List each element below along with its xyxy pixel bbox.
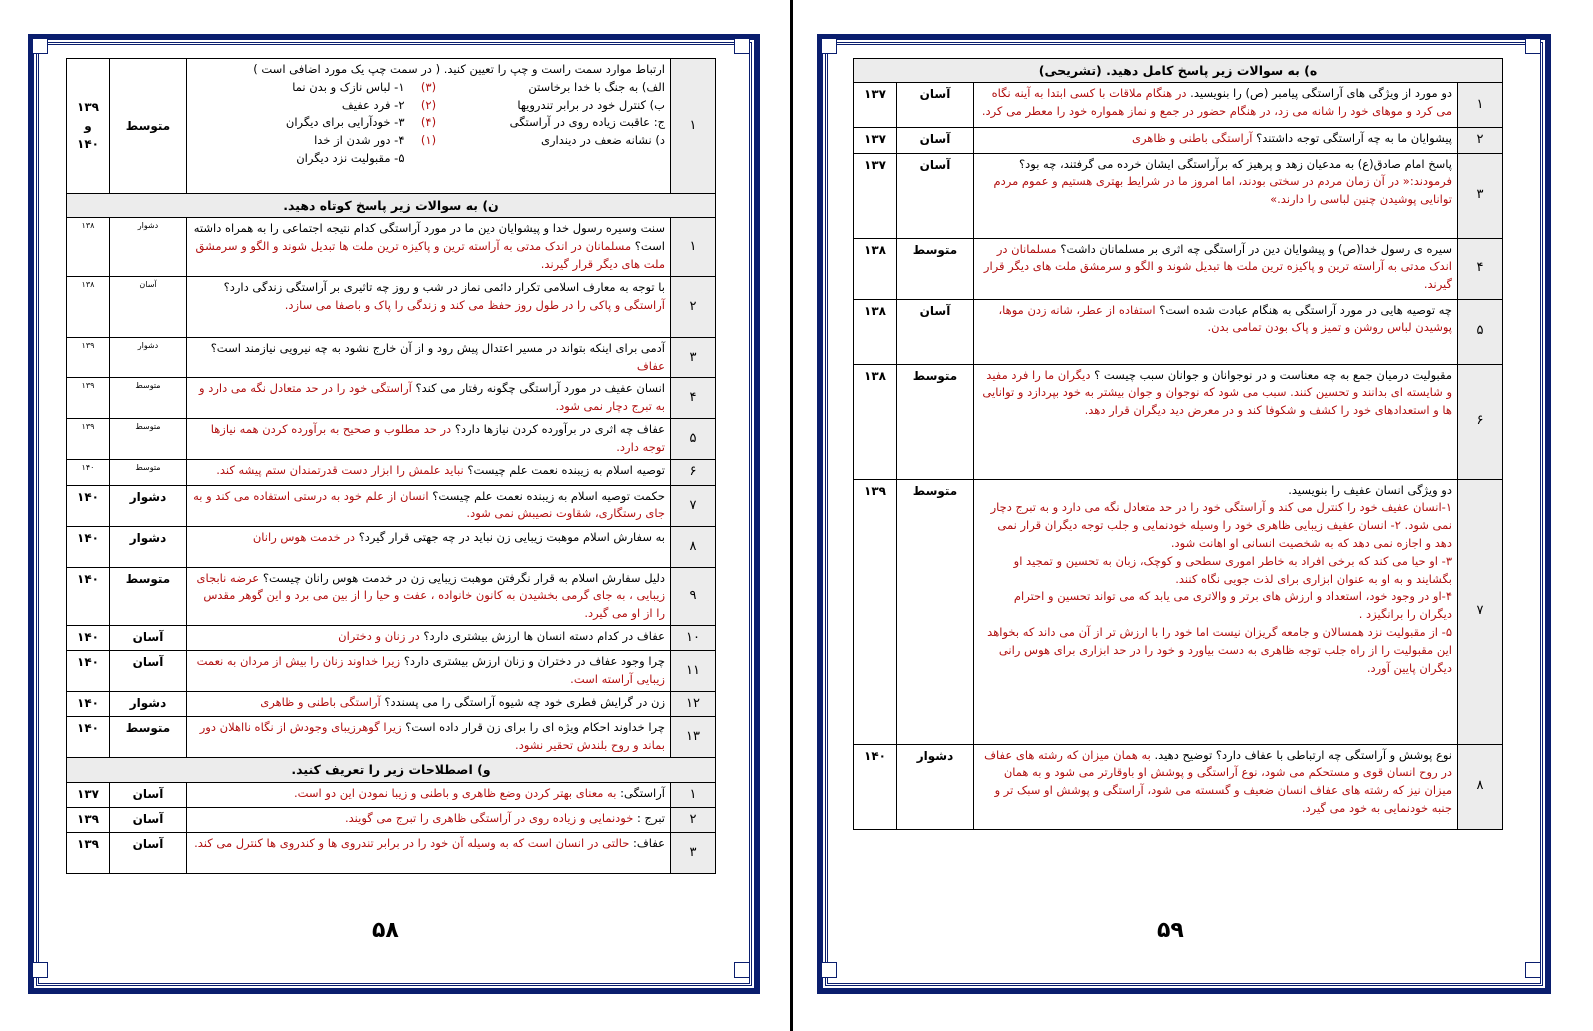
question-text: حکمت توصیه اسلام به زیبنده نعمت علم چیست؟ bbox=[432, 488, 665, 503]
question-cell bbox=[187, 337, 671, 378]
right-page bbox=[795, 0, 1593, 1031]
question-text: پیشوایان ما به چه آراستگی توجه داشتند؟ bbox=[1256, 131, 1452, 146]
difficulty-level: متوسط bbox=[897, 238, 974, 299]
answer-text: فرمودند:« در آن زمان مردم در سختی بودند، اما امروز ما در شرایط بهتری هستیم و عموم مردم توانایی پوشیدن چنین لباسی را دارند.» bbox=[993, 174, 1452, 207]
corner-ornament bbox=[32, 38, 48, 54]
exam-year: ۱۳۹ bbox=[67, 807, 110, 832]
question-row bbox=[67, 782, 716, 807]
question-number: ۱ bbox=[671, 218, 716, 276]
corner-ornament bbox=[734, 38, 750, 54]
question-text: به سفارش اسلام موهبت زیبایی زن نباید در چه جهتی قرار گیرد؟ bbox=[358, 529, 665, 544]
question-row bbox=[854, 364, 1503, 479]
exam-year: ۱۳۹ bbox=[67, 832, 110, 873]
answer-text: آراستگی باطنی و ظاهری bbox=[260, 695, 381, 710]
difficulty-level: متوسط bbox=[110, 460, 187, 485]
exam-year: ۱۴۰ bbox=[67, 485, 110, 526]
question-cell bbox=[974, 238, 1458, 299]
answer-text: در خدمت هوس رانان bbox=[252, 529, 356, 544]
difficulty-level: دشوار bbox=[897, 744, 974, 829]
question-number: ۲ bbox=[671, 807, 716, 832]
match-answer bbox=[409, 150, 449, 168]
question-text: مقبولیت درمیان جمع به چه معناست و در نوجوانان و جوانان سبب چیست ؟ bbox=[1094, 367, 1452, 382]
answer-text: در زنان و دختران bbox=[338, 629, 420, 644]
section-title: و) اصطلاحات زیر را تعریف کنید. bbox=[67, 758, 716, 782]
question-row bbox=[854, 153, 1503, 238]
question-number: ۸ bbox=[1458, 744, 1503, 829]
question-row bbox=[67, 567, 716, 625]
question-number: ۷ bbox=[671, 485, 716, 526]
answer-text: زیرا گوهرزیبای وجودش از نگاه نااهلان دور بماند و روح بلندش تحقیر نشود. bbox=[199, 720, 665, 753]
question-text: دو ویژگی انسان عفیف را بنویسید. bbox=[1288, 482, 1452, 497]
question-text: عفاف در کدام دسته انسان ها ارزش بیشتری دارد؟ bbox=[423, 629, 665, 644]
book-spine bbox=[790, 0, 793, 1031]
question-row bbox=[67, 378, 716, 419]
exam-year: ۱۳۷ bbox=[854, 128, 897, 153]
question-cell bbox=[974, 153, 1458, 238]
difficulty-level: آسان bbox=[897, 128, 974, 153]
question-text: آراستگی: bbox=[620, 785, 665, 800]
match-left-item: ۲- فرد عفیف bbox=[341, 97, 405, 112]
exam-year: ۱۳۸ bbox=[854, 238, 897, 299]
match-left-item: ۴- دور شدن از خدا bbox=[314, 133, 405, 148]
exam-year: ۱۴۰ bbox=[67, 626, 110, 651]
question-row bbox=[67, 419, 716, 460]
exam-year: ۱۳۸ bbox=[67, 276, 110, 337]
question-number: ۶ bbox=[671, 460, 716, 485]
left-page bbox=[0, 0, 790, 1031]
difficulty-level: متوسط bbox=[110, 378, 187, 419]
question-cell bbox=[974, 479, 1458, 744]
answer-text: آراستگی خود را در حد متعادل نگه می دارد و به تبرج دچار نمی شود. bbox=[199, 381, 665, 414]
question-text: چرا خداوند احکام ویژه ای را برای زن قرار داده است؟ bbox=[405, 720, 665, 735]
question-text: چه توصیه هایی در مورد آراستگی به هنگام عبادت شده است؟ bbox=[1159, 302, 1452, 317]
corner-ornament bbox=[1525, 962, 1541, 978]
question-cell bbox=[974, 299, 1458, 364]
answer-text: نباید علمش را ابزار دست قدرتمندان ستم پیشه کند. bbox=[216, 463, 464, 478]
question-row bbox=[67, 832, 716, 873]
left-question-table bbox=[66, 58, 716, 874]
question-cell bbox=[187, 717, 671, 758]
match-grid bbox=[192, 79, 665, 168]
exam-year: ۱۳۷ bbox=[67, 782, 110, 807]
exam-year bbox=[67, 59, 110, 194]
question-number: ۳ bbox=[1458, 153, 1503, 238]
question-row bbox=[67, 717, 716, 758]
exam-year-line: ۱۴۰ bbox=[77, 137, 99, 152]
corner-ornament bbox=[32, 962, 48, 978]
question-text: عفاف چه اثری در برآورده کردن نیازها دارد؟ bbox=[454, 422, 665, 437]
question-number: ۱۱ bbox=[671, 651, 716, 692]
question-cell bbox=[187, 378, 671, 419]
difficulty-level: آسان bbox=[110, 807, 187, 832]
difficulty-level: آسان bbox=[110, 832, 187, 873]
answer-text: دیگران ما را فرد مفید و شایسته ای بدانند و تحسین کنند. سبب می شود که نوجوان و جوان بیشتر به خود بپردازد و توانایی ها و استعدادهای خود را کشف و شکوفا کند و در معرض دید دیگران قرار دهد. bbox=[982, 367, 1452, 418]
exam-year: ۱۳۸ bbox=[854, 299, 897, 364]
exam-year: ۱۳۷ bbox=[854, 153, 897, 238]
answer-text: در هنگام ملاقات با کسی ابتدا به آینه نگاه می کرد و موهای خود را شانه می زد، در هنگام حضور در جمع و نماز همواره خود را معطر می کرد. bbox=[981, 86, 1452, 119]
match-instruction: ارتباط موارد سمت راست و چپ را تعیین کنید. ( در سمت چپ یک مورد اضافی است ) bbox=[253, 62, 665, 76]
answer-text: خودنمایی و زیاده روی در آراستگی ظاهری را تبرج می گویند. bbox=[344, 810, 634, 825]
question-cell bbox=[187, 485, 671, 526]
corner-ornament bbox=[1525, 38, 1541, 54]
question-number: ۱۰ bbox=[671, 626, 716, 651]
question-row bbox=[67, 485, 716, 526]
answer-text: در حد مطلوب و صحیح به برآورده کردن همه نیازها توجه دارد. bbox=[210, 422, 665, 455]
difficulty-level: آسان bbox=[897, 299, 974, 364]
page-number: ۵۹ bbox=[1157, 918, 1184, 943]
question-cell bbox=[187, 460, 671, 485]
question-cell bbox=[974, 364, 1458, 479]
difficulty-level: متوسط bbox=[110, 567, 187, 625]
corner-ornament bbox=[734, 962, 750, 978]
match-left-item: ۱- لباس نازک و بدن نما bbox=[292, 79, 405, 94]
exam-year: ۱۴۰ bbox=[67, 717, 110, 758]
question-text: دو مورد از ویژگی های آراستگی پیامبر (ص) را بنویسید. bbox=[1190, 86, 1452, 101]
question-number: ۱ bbox=[671, 782, 716, 807]
match-left-item: ۵- مقبولیت نزد دیگران bbox=[296, 151, 405, 166]
exam-year: ۱۳۷ bbox=[854, 83, 897, 128]
right-question-table bbox=[853, 58, 1503, 830]
exam-year: ۱۴۰ bbox=[67, 460, 110, 485]
exam-year-line: ۱۳۹ bbox=[77, 100, 99, 115]
question-cell bbox=[187, 419, 671, 460]
section-header-row bbox=[67, 194, 716, 218]
answer-text: آراستگی باطنی و ظاهری bbox=[1131, 131, 1253, 146]
exam-year: ۱۳۹ bbox=[854, 479, 897, 744]
difficulty-level: آسان bbox=[110, 782, 187, 807]
answer-text: انسان از علم خود به درستی استفاده می کند و به جای رستگاری، شقاوت نصیبش نمی شود. bbox=[193, 488, 665, 521]
exam-year-line: و bbox=[84, 118, 92, 133]
exam-year: ۱۳۹ bbox=[67, 337, 110, 378]
match-answer: (۴) bbox=[420, 115, 437, 130]
answer-text: به همان میزان که رشته های عفاف در روح انسان قوی و مستحکم می شود، نوع آراستگی و پوشش او باوقارتر می شود و به همان میزان نیز که رشته های عفاف انسان ضعیف و گسسته می شود، آراستگی و پوشش او سبک تر و جنبه خودنمایی به خود می گیرد. bbox=[984, 747, 1452, 815]
exam-year: ۱۴۰ bbox=[67, 651, 110, 692]
match-answer: (۱) bbox=[420, 133, 437, 148]
question-text: نوع پوشش و آراستگی چه ارتباطی با عفاف دارد؟ توضیح دهید. bbox=[1154, 747, 1452, 762]
difficulty-level: دشوار bbox=[110, 485, 187, 526]
question-cell bbox=[974, 744, 1458, 829]
question-text: زن در گرایش فطری خود چه شیوه آراستگی را می پسندد؟ bbox=[384, 695, 665, 710]
answer-item: ۵- از مقبولیت نزد همسالان و جامعه گریزان نیست اما خود را با ارزش تر از آن می داند که بخواهد این مقبولیت را از راه جلب توجه ظاهری به دست بیاورد و خود را در حد ابزاری برای هوس رانی دیگران پایین آورد. bbox=[987, 625, 1452, 675]
answer-item: ۴-او در وجود خود، استعداد و ارزش های برتر و والاتری می یابد که می تواند تحسین و احترام دیگران را برانگیزد . bbox=[1013, 589, 1452, 622]
question-row bbox=[67, 651, 716, 692]
question-cell bbox=[187, 832, 671, 873]
answer-item: ۳- او حیا می کند که برخی افراد به خاطر اموری سطحی و کوچک، زبان به تحسین و تمجید او بگشایند و به او به عنوان ابزاری برای لذت جویی نگاه کنند. bbox=[1013, 553, 1452, 586]
question-number: ۹ bbox=[671, 567, 716, 625]
difficulty-level: دشوار bbox=[110, 692, 187, 717]
answer-item: ۱-انسان عفیف خود را کنترل می کند و آراستگی خود را در حد متعادل نگه می دارد و به تبرج دچار نمی شود. ۲- انسان عفیف زیبایی ظاهری خود را وسیله خودنمایی و جلب توجه دیگران قرار نمی دهد و اجازه نمی دهد که به شخصیت انسانی او اهانت شود. bbox=[990, 500, 1452, 550]
match-left-item: ۳- خودآرایی برای دیگران bbox=[285, 115, 405, 130]
exam-year: ۱۳۹ bbox=[67, 419, 110, 460]
section-title: ن) به سوالات زیر پاسخ کوتاه دهید. bbox=[67, 194, 716, 218]
question-text: دلیل سفارش اسلام به قرار نگرفتن موهبت زیبایی زن در خدمت هوس رانان چیست؟ bbox=[262, 570, 665, 585]
match-right-item: د) نشانه ضعف در دینداری bbox=[540, 133, 665, 148]
difficulty-level: متوسط bbox=[110, 717, 187, 758]
exam-year: ۱۳۸ bbox=[67, 218, 110, 276]
corner-ornament bbox=[821, 38, 837, 54]
question-text: عفاف: bbox=[633, 835, 665, 850]
question-row bbox=[67, 526, 716, 567]
question-row bbox=[67, 692, 716, 717]
match-question bbox=[187, 59, 671, 194]
question-row bbox=[67, 218, 716, 276]
answer-text: عرضه نابجای زیبایی ، به جای گرمی بخشیدن به کانون خانواده ، عفت و حیا را از بین می برد و این گوهر مقدس را از او می گیرد. bbox=[196, 570, 665, 621]
question-text: توصیه اسلام به زیبنده نعمت علم چیست؟ bbox=[467, 463, 665, 478]
section-header-row bbox=[67, 758, 716, 782]
section-title: ه) به سوالات زیر پاسخ کامل دهید. (تشریحی) bbox=[854, 59, 1503, 83]
difficulty-level: متوسط bbox=[110, 59, 187, 194]
question-number: ۴ bbox=[671, 378, 716, 419]
question-row bbox=[67, 460, 716, 485]
section-header-row bbox=[854, 59, 1503, 83]
question-row bbox=[854, 479, 1503, 744]
question-cell bbox=[187, 651, 671, 692]
question-cell bbox=[187, 276, 671, 337]
difficulty-level: آسان bbox=[897, 153, 974, 238]
question-number: ۵ bbox=[1458, 299, 1503, 364]
difficulty-level: دشوار bbox=[110, 526, 187, 567]
question-cell bbox=[187, 567, 671, 625]
question-number: ۷ bbox=[1458, 479, 1503, 744]
question-number: ۲ bbox=[671, 276, 716, 337]
question-row bbox=[67, 807, 716, 832]
question-number: ۱۲ bbox=[671, 692, 716, 717]
match-right-item: ج: عاقبت زیاده روی در آراستگی bbox=[509, 115, 665, 130]
answer-text: زیرا خداوند زنان را بیش از مردان به نعمت زیبایی آراسته است. bbox=[196, 654, 665, 686]
exam-year: ۱۴۰ bbox=[67, 526, 110, 567]
match-row bbox=[67, 59, 716, 194]
question-row bbox=[854, 238, 1503, 299]
answer-text: مسلمانان در اندک مدتی به آراسته ترین و پاکیزه ترین ملت ها تبدیل شوند و الگو و سرمشق ملت های دیگر قرار گیرند. bbox=[983, 241, 1452, 292]
difficulty-level: آسان bbox=[110, 626, 187, 651]
question-cell bbox=[187, 626, 671, 651]
question-cell bbox=[187, 526, 671, 567]
question-number: ۳ bbox=[671, 337, 716, 378]
question-cell bbox=[187, 782, 671, 807]
question-text: پاسخ امام صادق(ع) به مدعیان زهد و پرهیز که برآراستگی ایشان خرده می گرفتند، چه بود؟ bbox=[1019, 156, 1452, 171]
question-cell bbox=[974, 128, 1458, 153]
question-text: انسان عفیف در مورد آراستگی چگونه رفتار می کند؟ bbox=[415, 381, 665, 396]
difficulty-level: متوسط bbox=[897, 479, 974, 744]
match-right-item: ب) کنترل خود در برابر تندرویها bbox=[517, 97, 665, 112]
question-text: آدمی برای اینکه بتواند در مسیر اعتدال پیش رود و از آن خارج نشود به چه نیرویی نیازمند است؟ bbox=[210, 340, 665, 355]
question-number: ۱ bbox=[1458, 83, 1503, 128]
question-cell bbox=[187, 692, 671, 717]
exam-year: ۱۴۰ bbox=[67, 692, 110, 717]
match-right-item bbox=[453, 150, 666, 168]
question-cell bbox=[187, 807, 671, 832]
exam-year: ۱۳۹ bbox=[67, 378, 110, 419]
question-number: ۱ bbox=[671, 59, 716, 194]
question-text: سنت وسیره رسول خدا و پیشوایان دین ما در مورد آراستگی کدام نتیجه اجتماعی را به همراه داشته است؟ bbox=[193, 221, 665, 254]
page-number: ۵۸ bbox=[372, 918, 399, 943]
question-text: تبرج : bbox=[637, 810, 665, 825]
answer-text: آراستگی و پاکی را در طول روز حفظ می کند و زندگی را پاک و باصفا می سازد. bbox=[284, 297, 665, 312]
answer-text: مسلمانان در اندک مدتی به آراسته ترین و پاکیزه ترین ملت ها تبدیل شوند و الگو و سرمشق ملت های دیگر قرار گیرند. bbox=[195, 239, 665, 271]
exam-year: ۱۴۰ bbox=[854, 744, 897, 829]
question-row bbox=[854, 744, 1503, 829]
difficulty-level: دشوار bbox=[110, 337, 187, 378]
question-number: ۵ bbox=[671, 419, 716, 460]
match-answer: (۳) bbox=[420, 79, 437, 94]
difficulty-level: متوسط bbox=[897, 364, 974, 479]
difficulty-level: دشوار bbox=[110, 218, 187, 276]
match-answer: (۲) bbox=[420, 97, 437, 112]
question-number: ۸ bbox=[671, 526, 716, 567]
question-number: ۱۳ bbox=[671, 717, 716, 758]
match-right-item: الف) به جنگ با خدا برخاستن bbox=[528, 79, 665, 94]
difficulty-level: متوسط bbox=[110, 419, 187, 460]
question-number: ۴ bbox=[1458, 238, 1503, 299]
answer-text: به معنای بهتر کردن وضع ظاهری و باطنی و زیبا نمودن این دو است. bbox=[293, 785, 617, 800]
answer-text: استفاده از عطر، شانه زدن موها، پوشیدن لباس روشن و تمیز و پاک بودن تمامی بدن. bbox=[998, 302, 1452, 335]
question-cell bbox=[974, 83, 1458, 128]
question-cell bbox=[187, 218, 671, 276]
question-number: ۲ bbox=[1458, 128, 1503, 153]
difficulty-level: آسان bbox=[897, 83, 974, 128]
question-row bbox=[854, 83, 1503, 128]
question-row bbox=[67, 337, 716, 378]
question-number: ۶ bbox=[1458, 364, 1503, 479]
question-row bbox=[67, 276, 716, 337]
question-number: ۳ bbox=[671, 832, 716, 873]
question-text: سیره ی رسول خدا(ص) و پیشوایان دین در آراستگی چه اثری بر مسلمانان داشت؟ bbox=[1060, 241, 1452, 256]
answer-text: عفاف bbox=[636, 358, 665, 373]
exam-year: ۱۴۰ bbox=[67, 567, 110, 625]
answer-text: حالتی در انسان است که به وسیله آن خود را در برابر تندروی ها و کندروی ها کنترل می کند. bbox=[194, 835, 630, 850]
question-row bbox=[67, 626, 716, 651]
question-text: چرا وجود عفاف در دختران و زنان ارزش بیشتری دارد؟ bbox=[403, 654, 665, 669]
difficulty-level: آسان bbox=[110, 276, 187, 337]
exam-year: ۱۳۸ bbox=[854, 364, 897, 479]
question-row bbox=[854, 128, 1503, 153]
corner-ornament bbox=[821, 962, 837, 978]
question-row bbox=[854, 299, 1503, 364]
difficulty-level: آسان bbox=[110, 651, 187, 692]
question-text: با توجه به معارف اسلامی تکرار دائمی نماز در شب و روز چه تاثیری بر آراستگی زندگی دارد؟ bbox=[223, 279, 665, 294]
